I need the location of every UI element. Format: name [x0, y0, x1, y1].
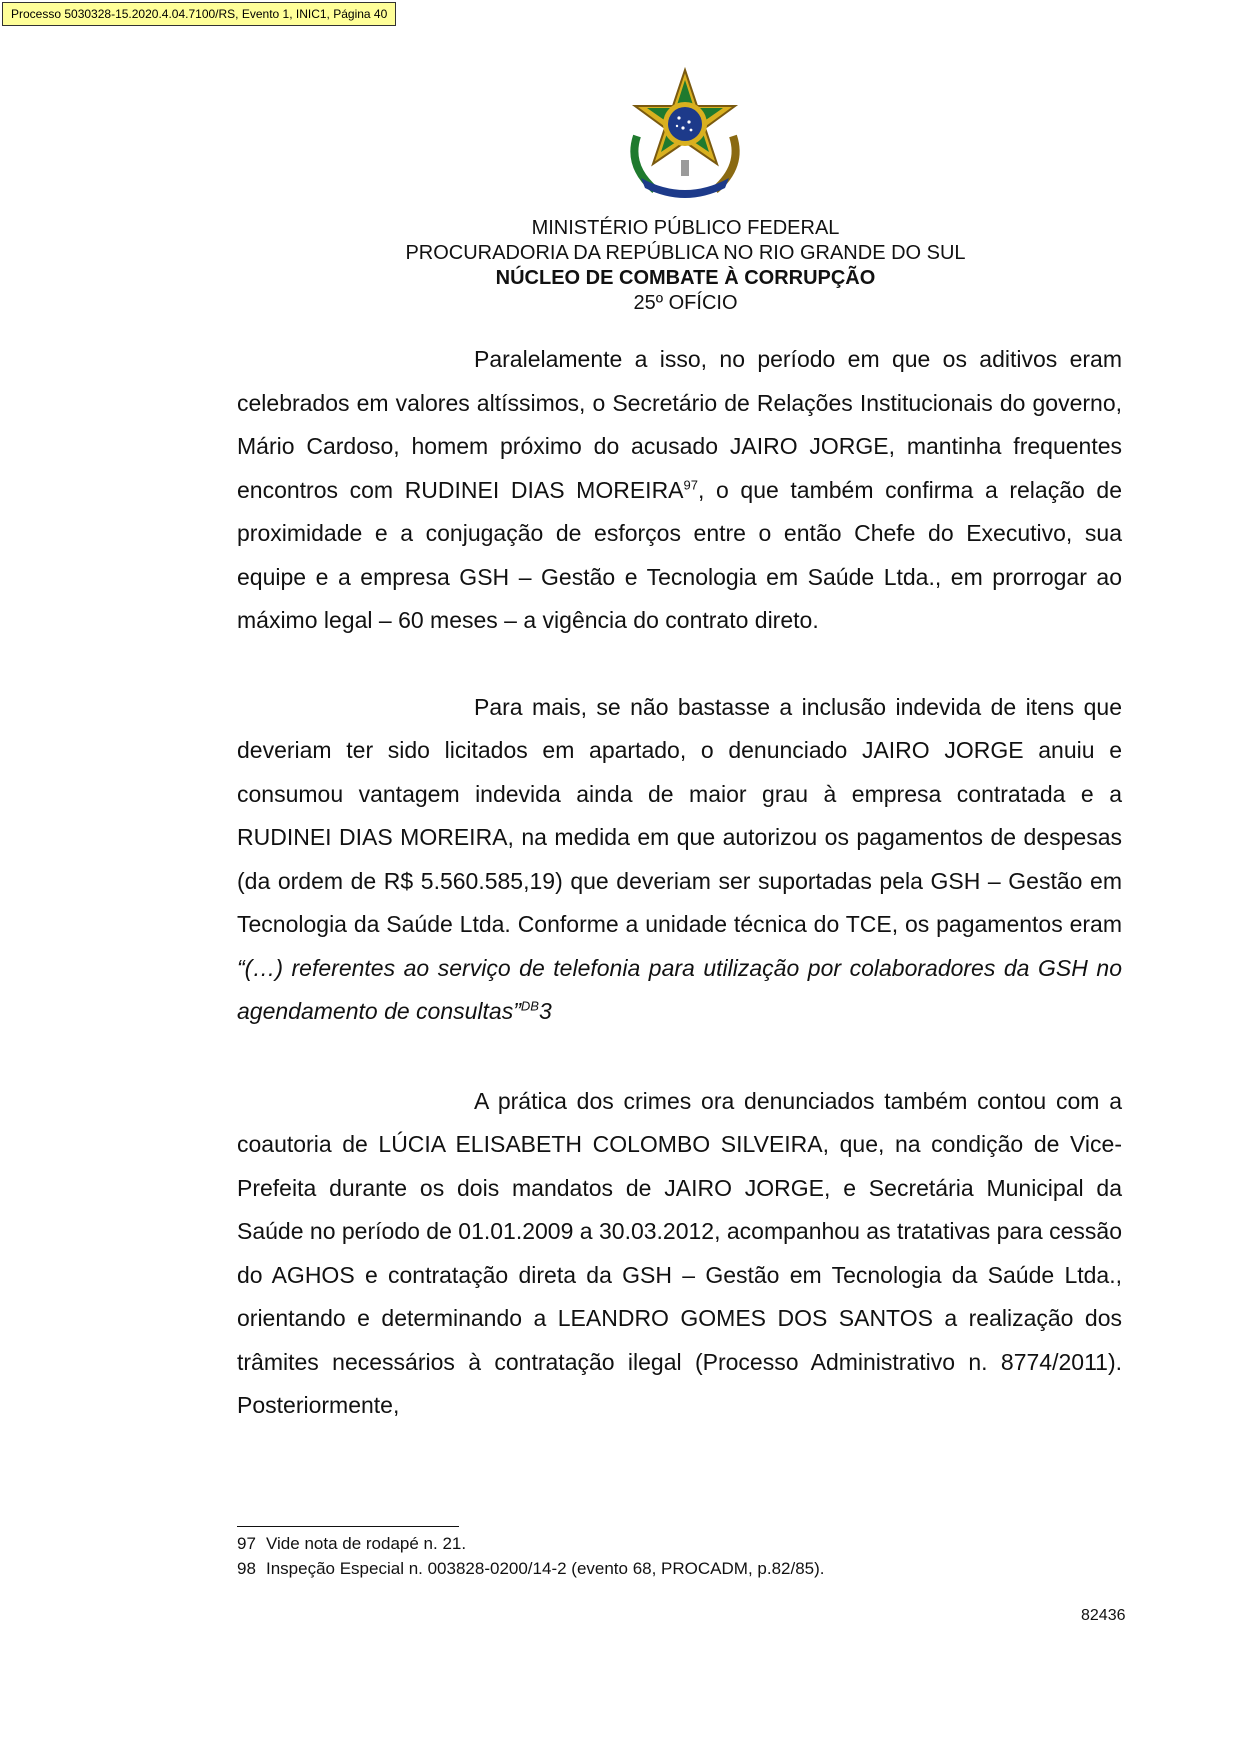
paragraph-3 — [237, 1080, 1122, 1428]
document-body — [237, 338, 1122, 1428]
letterhead — [0, 216, 1240, 316]
nucleo-name: NÚCLEO DE COMBATE À CORRUPÇÃO — [495, 267, 876, 289]
footnote-ref-97: 97 — [683, 476, 698, 492]
paragraph-2-quote: “(…) referentes ao serviço de telefonia para utilização por colaboradores da GSH no agendamento de consultas” — [237, 954, 1122, 1024]
footnote-98 — [237, 1556, 825, 1581]
paragraph-2 — [237, 686, 1122, 1034]
institution-name: MINISTÉRIO PÚBLICO FEDERAL — [531, 217, 840, 239]
brasao-republica-icon — [617, 66, 753, 202]
process-stamp: Processo 5030328-15.2020.4.04.7100/RS, Evento 1, INIC1, Página 40 — [2, 2, 396, 26]
procuradoria-name: PROCURADORIA DA REPÚBLICA NO RIO GRANDE DO SUL — [405, 242, 966, 264]
page-number: 82436 — [1081, 1607, 1126, 1624]
footnote-number: 97 — [237, 1534, 256, 1553]
footnote-text: Vide nota de rodapé n. 21. — [266, 1534, 467, 1553]
paragraph-2-text-a: Para mais, se não bastasse a inclusão indevida de itens que deveriam ter sido licitados em apartado, o denunciado JAIRO JORGE anuiu e consumou vantagem indevida ainda de maior grau à empresa contratada e a RUDINEI DIAS MOREIRA, na medida em que autorizou os pagamentos de despesas (da ordem de R$ 5.560.585,19) que deveriam ser suportadas pela GSH – Gestão em Tecnologia da Saúde Ltda. Conforme a unidade técnica do TCE, os pagamentos eram — [237, 693, 1122, 937]
footnotes — [237, 1531, 825, 1581]
paragraph-2-tail: 3 — [538, 998, 552, 1024]
footnote-text: Inspeção Especial n. 003828-0200/14-2 (evento 68, PROCADM, p.82/85). — [266, 1559, 825, 1578]
paragraph-1 — [237, 338, 1122, 643]
oficio-name: 25º OFÍCIO — [633, 292, 738, 314]
footnote-ref-98: DB — [520, 998, 539, 1014]
footnote-97 — [237, 1531, 825, 1556]
paragraph-1-text-a: Paralelamente a isso, no período em que os aditivos eram celebrados em valores altíssimos, o Secretário de Relações Institucionais do governo, Mário Cardoso, homem próximo do acusado JAIRO JORGE, mantinha frequentes encontros com RUDINEI DIAS MOREIRA — [237, 346, 1122, 503]
paragraph-3-text: A prática dos crimes ora denunciados também contou com a coautoria de LÚCIA ELISABETH COLOMBO SILVEIRA, que, na condição de Vice-Prefeita durante os dois mandatos de JAIRO JORGE, e Secretária Municipal da Saúde no período de 01.01.2009 a 30.03.2012, acompanhou as tratativas para cessão do AGHOS e contratação direta da GSH – Gestão em Tecnologia da Saúde Ltda., orientando e determinando a LEANDRO GOMES DOS SANTOS a realização dos trâmites necessários à contratação ilegal (Processo Administrativo n. 8774/2011). Posteriormente, — [237, 1087, 1122, 1418]
paragraph-1-text-b: , o que também confirma a relação de proximidade e a conjugação de esforços entre o então Chefe do Executivo, sua equipe e a empresa GSH – Gestão e Tecnologia em Saúde Ltda., em prorrogar ao máximo legal – 60 meses – a vigência do contrato direto. — [237, 476, 1122, 633]
footnote-separator — [237, 1526, 459, 1527]
footnote-number: 98 — [237, 1559, 256, 1578]
